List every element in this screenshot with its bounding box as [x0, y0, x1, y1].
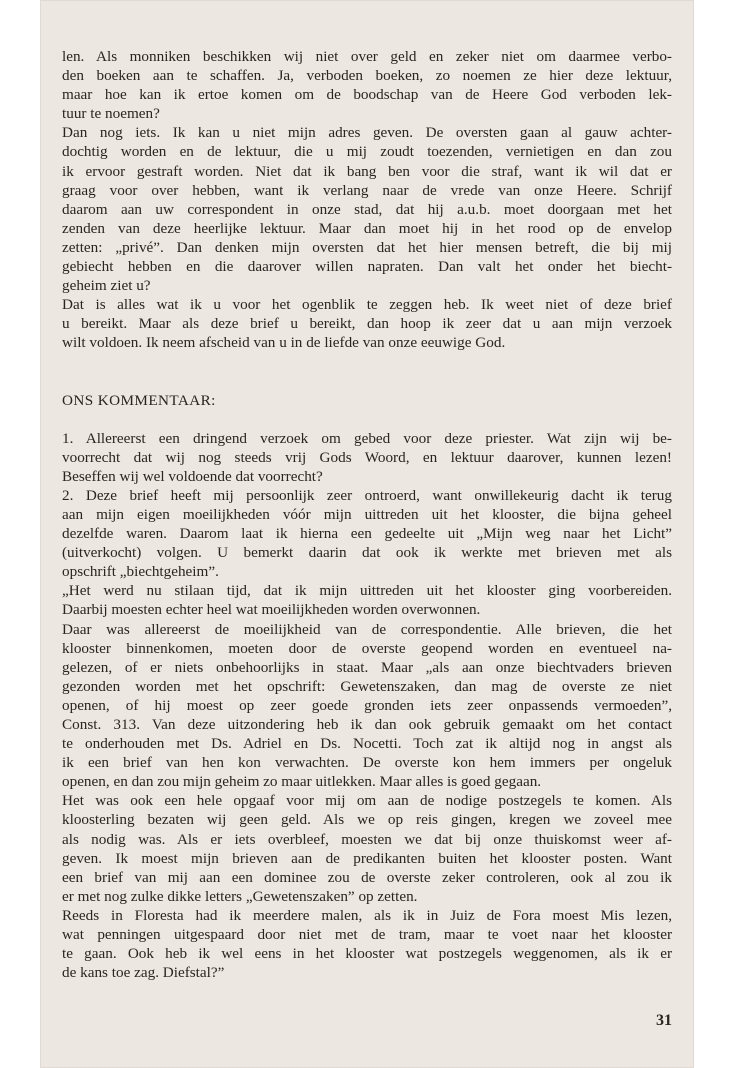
page-text — [62, 47, 672, 982]
text-line: Beseffen wij wel voldoende dat voorrecht? — [62, 467, 323, 485]
text-line: openen, en dan zou mijn geheim zo maar uitlekken. Maar alles is goed gegaan. — [62, 773, 542, 791]
heading-gap — [62, 410, 672, 429]
text-line: dezelfde waren. Daarom laat ik hierna een gedeelte uit „Mijn weg naar het Licht” — [62, 525, 672, 543]
text-line: wilt voldoen. Ik neem afscheid van u in de liefde van onze eeuwige God. — [62, 334, 506, 352]
text-line: een brief van mij aan een dominee zou de overste zeker controleren, ook al zou ik — [62, 868, 672, 886]
paragraph — [62, 906, 672, 982]
paragraph — [62, 486, 672, 581]
text-line: Daar was allereerst de moeilijkheid van de correspondentie. Alle brieven, die het — [62, 620, 672, 638]
page-number: 31 — [656, 1012, 672, 1029]
text-line: aan mijn eigen moeilijkheden vóór mijn uittreden uit het klooster, die bijna geheel — [62, 505, 672, 523]
paragraph — [62, 791, 672, 906]
text-line: er met nog zulke dikke letters „Gewetenszaken” op zetten. — [62, 887, 418, 905]
text-line: „Het werd nu stilaan tijd, dat ik mijn uittreden uit het klooster ging voorbereiden. — [62, 582, 672, 600]
paragraph — [62, 581, 672, 619]
text-line: tuur te noemen? — [62, 105, 160, 123]
text-line: zetten: „privé”. Dan denken mijn oversten dat het hier mensen betreft, die bij mij — [62, 238, 672, 256]
text-line: Reeds in Floresta had ik meerdere malen, als ik in Juiz de Fora moest Mis lezen, — [62, 906, 672, 924]
text-line: openen, of hij moest op zeer goede gronden iets zeer onpassends vermoeden”, — [62, 696, 672, 714]
text-line: gezonden worden met het opschrift: Gewetenszaken, dan mag de overste ze niet — [62, 677, 672, 695]
text-line: ik een brief van hen kon verwachten. De overste kon hem immers per ongeluk — [62, 754, 672, 772]
text-line: u bereikt. Maar als deze brief u bereikt, dan hoop ik zeer dat u aan mijn verzoek — [62, 315, 672, 333]
text-line: opschrift „biechtgeheim”. — [62, 563, 219, 581]
text-line: geheim ziet u? — [62, 277, 151, 295]
section-gap — [62, 353, 672, 391]
paragraph — [62, 295, 672, 352]
text-line: Dan nog iets. Ik kan u niet mijn adres geven. De oversten gaan al gauw achter- — [62, 124, 672, 142]
section-heading: ONS KOMMENTAAR: — [62, 391, 216, 409]
text-line: kloosterling bezaten wij geen geld. Als we op reis gingen, kregen we zoveel mee — [62, 811, 672, 829]
text-line: gebiecht hebben en die daarover willen napraten. Dan valt het onder het biecht- — [62, 258, 672, 276]
text-line: graag voor over hebben, want ik verlang naar de vrede van onze Heere. Schrijf — [62, 181, 672, 199]
text-line: Het was ook een hele opgaaf voor mij om aan de nodige postzegels te komen. Als — [62, 792, 672, 810]
commentary-body — [62, 429, 672, 983]
paragraph — [62, 47, 672, 123]
text-line: 2. Deze brief heeft mij persoonlijk zeer ontroerd, want onwillekeurig dacht ik terug — [62, 486, 672, 504]
text-line: geven. Ik moest mijn brieven aan de predikanten buiten het klooster posten. Want — [62, 849, 672, 867]
text-line: zenden van deze heerlijke lektuur. Maar dan moet hij in het rood op de envelop — [62, 219, 672, 237]
text-line: Const. 313. Van deze uitzondering heb ik dan ook gebruik gemaakt om het contact — [62, 716, 672, 733]
text-line: daarom aan uw correspondent in onze stad, dat hij a.u.b. moet doorgaan met het — [62, 200, 672, 218]
text-line: klooster binnenkomen, moeten door de overste geopend worden en eventueel na- — [62, 639, 672, 657]
text-line: de kans toe zag. Diefstal?” — [62, 964, 225, 982]
text-line: wat penningen uitgespaard door niet met de tram, maar te voet naar het klooster — [62, 926, 672, 944]
text-line: dochtig worden en de lektuur, die u mij zoudt toezenden, vernietigen en dan zou — [62, 143, 672, 161]
paragraph — [62, 123, 672, 295]
text-line: gelezen, of er niets onbehoorlijks in staat. Maar „als aan onze biechtvaders brieven — [62, 658, 672, 676]
text-line: voorrecht dat wij nog steeds vrij Gods Woord, en lektuur daarover, kunnen lezen! — [62, 448, 672, 466]
text-line: len. Als monniken beschikken wij niet over geld en zeker niet om daarmee verbo- — [62, 48, 672, 65]
text-line: te onderhouden met Ds. Adriel en Ds. Nocetti. Toch zat ik altijd nog in angst als — [62, 735, 672, 753]
paragraph — [62, 620, 672, 792]
text-line: als nodig was. Als er iets overbleef, moesten we dat bij onze thuiskomst weer af- — [62, 830, 672, 848]
text-line: den boeken aan te schaffen. Ja, verboden boeken, zo noemen ze hier deze lektuur, — [62, 67, 672, 85]
text-line: 1. Allereerst een dringend verzoek om gebed voor deze priester. Wat zijn wij be- — [62, 429, 672, 447]
text-line: ik ervoor gestraft worden. Niet dat ik bang ben voor die straf, want ik wil dat er — [62, 162, 672, 180]
text-line: te gaan. Ook heb ik wel eens in het klooster wat postzegels weggenomen, als ik er — [62, 945, 672, 963]
letter-continuation — [62, 47, 672, 353]
book-page — [40, 0, 694, 1068]
text-line: Daarbij moesten echter heel wat moeilijkheden worden overwonnen. — [62, 601, 481, 619]
paragraph — [62, 429, 672, 486]
text-line: maar hoe kan ik ertoe komen om de boodschap van de Heere God verboden lek- — [62, 86, 672, 104]
text-line: (uitverkocht) volgen. U bemerkt daarin dat ook ik werkte met brieven met als — [62, 544, 672, 562]
text-line: Dat is alles wat ik u voor het ogenblik te zeggen heb. Ik weet niet of deze brief — [62, 296, 672, 314]
